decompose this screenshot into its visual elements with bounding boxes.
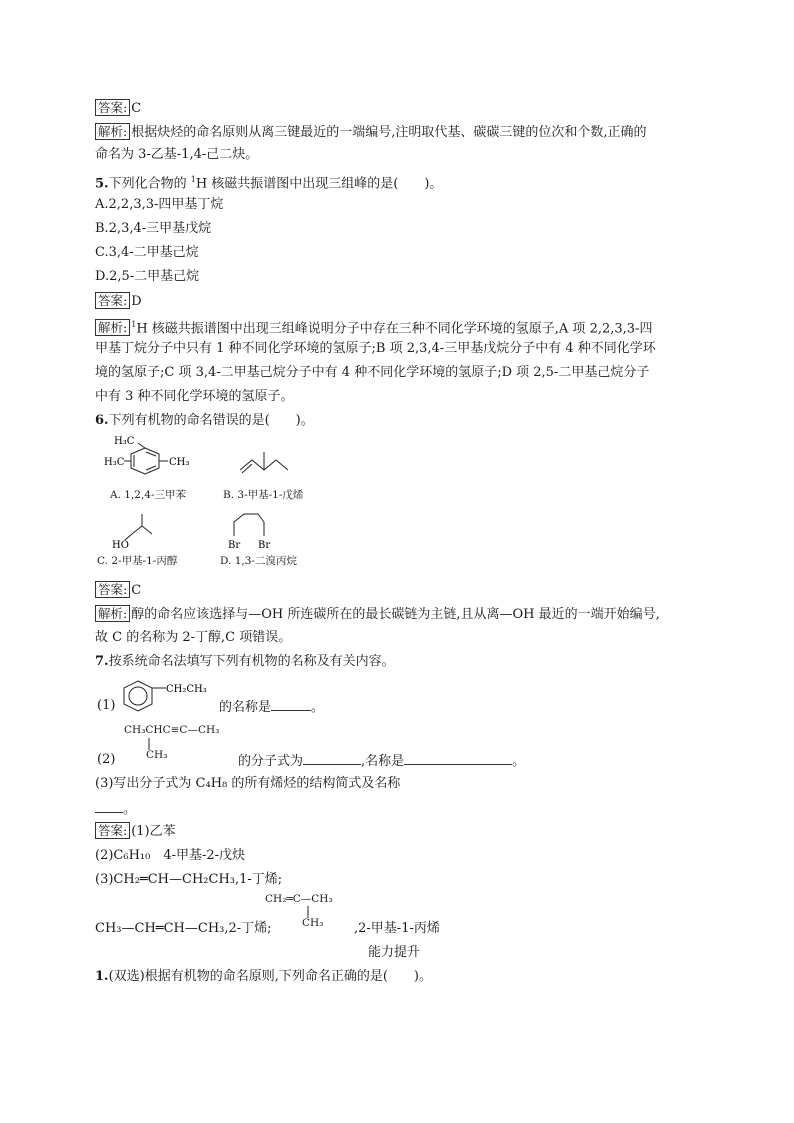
q6-analysis-line-2: 故 C 的名称为 2-丁醇,C 项错误。 <box>95 630 292 645</box>
q5-analysis-line-4: 中有 3 种不同化学环境的氢原子。 <box>95 389 294 404</box>
option-b-label: B. 3-甲基-1-戊烯 <box>223 489 304 501</box>
answer-value: C <box>131 101 142 116</box>
structure-a-diagram <box>100 434 210 494</box>
ethylbenzene-diagram <box>120 678 220 718</box>
stem-text: 下列化合物的 <box>108 176 191 192</box>
answer-tag: 答案: <box>95 822 130 839</box>
bromo-label-left: Br <box>228 540 241 551</box>
q7-stem <box>95 653 395 670</box>
q6-answer-line <box>95 581 141 599</box>
option-d-label: D. 1,3-二溴丙烷 <box>220 555 297 567</box>
answer-value: D <box>131 294 142 309</box>
q7-part2-text <box>238 751 525 770</box>
q6-analysis-line-1 <box>95 605 660 623</box>
superscript: 1 <box>131 320 137 329</box>
punctuation: 。 <box>311 700 325 715</box>
answer-blank[interactable] <box>271 697 311 711</box>
q7-answer-butene2: CH₃—CH═CH—CH₃,2-丁烯; <box>95 921 272 936</box>
methylpropene-top: CH₂═C—CH₃ <box>265 893 333 905</box>
q7-part1-number: (1) <box>97 698 116 713</box>
q7-part3-line2 <box>95 799 136 818</box>
q5-option-c: C.3,4-二甲基己烷 <box>95 245 199 260</box>
analysis-text: H 核磁共振谱图中出现三组峰说明分子中存在三种不同化学环境的氢原子,A 项 2,2,3,3-四 <box>136 321 653 337</box>
methyl-label-top: H₃C <box>114 436 135 447</box>
hydroxyl-label: HO <box>112 540 129 551</box>
q7-part1-text <box>219 697 324 716</box>
punctuation: 。 <box>512 754 526 769</box>
q5-stem <box>95 171 442 192</box>
pentyne-branch: CH₃ <box>146 749 168 761</box>
section-title: 能力提升 <box>368 945 421 960</box>
answer-tag: 答案: <box>95 581 130 598</box>
pentyne-formula: CH₃CHC≡C—CH₃ <box>124 724 220 736</box>
methyl-label-right: CH₃ <box>169 457 190 468</box>
stem-text: (双选)根据有机物的命名原则,下列命名正确的是( )。 <box>108 969 432 984</box>
q5-analysis-line-3: 境的氢原子;C 项 3,4-二甲基己烷分子中有 4 种不同化学环境的氢原子;D 项 2,5-二甲基己烷分子 <box>95 365 650 380</box>
methyl-label-left: H₃C <box>104 457 125 468</box>
answer-value: C <box>131 583 142 598</box>
stem-text: H 核磁共振谱图中出现三组峰的是( )。 <box>195 176 443 192</box>
structure-d-diagram <box>218 508 278 552</box>
stem-text: 按系统命名法填写下列有机物的名称及有关内容。 <box>108 654 395 669</box>
q6-stem <box>95 412 314 429</box>
question-number: 6. <box>95 413 109 428</box>
q5-option-d: D.2,5-二甲基己烷 <box>95 269 200 284</box>
q5-option-b: B.2,3,4-三甲基戊烷 <box>95 221 212 236</box>
analysis-tag: 解析: <box>95 605 130 622</box>
answer-tag: 答案: <box>95 292 130 309</box>
structure-c-diagram <box>112 512 172 552</box>
analysis-tag: 解析: <box>95 123 130 140</box>
analysis-text: 醇的命名应该选择与—OH 所连碳所在的最长碳链为主链,且从离—OH 最近的一端开始编号, <box>131 607 660 622</box>
prompt-text: 的名称是 <box>219 700 272 715</box>
q5-answer-line <box>95 292 142 310</box>
q4-analysis-line-1 <box>95 123 646 141</box>
q7-part3-line1: (3)写出分子式为 C₄H₈ 的所有烯烃的结构简式及名称 <box>95 776 401 791</box>
answer-text: (1)乙苯 <box>131 824 176 839</box>
q7-answer-methylpropene: ,2-甲基-1-丙烯 <box>354 921 440 936</box>
benzene-ring <box>131 448 159 474</box>
next-q1-stem <box>95 968 432 985</box>
q5-option-a: A.2,2,3,3-四甲基丁烷 <box>95 197 224 212</box>
answer-tag: 答案: <box>95 99 130 116</box>
q5-analysis-line-2: 甲基丁烷分子中只有 1 种不同化学环境的氢原子;B 项 2,3,4-三甲基戊烷分子中有 4 种不同化学环 <box>95 341 656 356</box>
structure-b-diagram <box>232 446 312 486</box>
ethyl-group-label: CH₂CH₃ <box>166 684 207 695</box>
q5-analysis-line-1 <box>95 316 652 337</box>
q7-answer-part2: (2)C₆H₁₀ 4-甲基-2-戊炔 <box>95 848 246 863</box>
punctuation: 。 <box>123 802 137 817</box>
option-c-label: C. 2-甲基-1-丙醇 <box>97 555 178 567</box>
q7-answer-part3: (3)CH₂═CH—CH₂CH₃,1-丁烯; <box>95 872 283 887</box>
q4-analysis-line-2: 命名为 3-乙基-1,4-己二炔。 <box>95 147 259 162</box>
superscript: 1 <box>190 175 196 184</box>
analysis-tag: 解析: <box>95 319 130 336</box>
q7-part2-number: (2) <box>97 752 116 767</box>
q7-answer-line <box>95 822 176 840</box>
prompt-text: ,名称是 <box>361 754 405 769</box>
q4-answer-line <box>95 99 141 117</box>
question-number: 7. <box>95 654 109 669</box>
analysis-text: 根据炔烃的命名原则从离三键最近的一端编号,注明取代基、碳碳三键的位次和个数,正确的 <box>131 125 647 140</box>
bromo-label-right: Br <box>258 540 271 551</box>
question-number: 5. <box>95 176 109 192</box>
option-a-label: A. 1,2,4-三甲苯 <box>110 489 187 501</box>
methylpropene-branch: CH₃ <box>302 917 324 929</box>
formula-blank[interactable] <box>303 751 361 765</box>
prompt-text: 的分子式为 <box>238 754 304 769</box>
question-number: 1. <box>95 969 109 984</box>
name-blank[interactable] <box>404 751 512 765</box>
answer-blank[interactable] <box>95 799 123 813</box>
stem-text: 下列有机物的命名错误的是( )。 <box>108 413 314 428</box>
